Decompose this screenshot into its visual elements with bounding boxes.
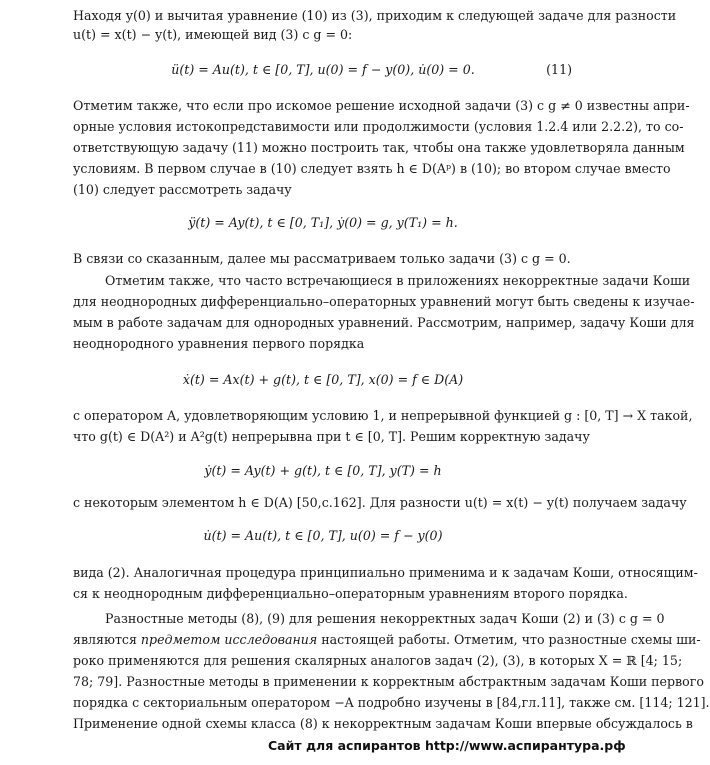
paragraph-4-line-2: для неоднородных дифференциально–операторных уравнений могут быть сведены к изучае- <box>73 294 695 309</box>
paragraph-2-line-3: ответствующую задачу (11) можно построить так, чтобы она также удовлетворяла данным <box>73 140 685 155</box>
paragraph-8-line-2-end: настоящей работы. Отметим, что разностные схемы ши- <box>317 632 701 647</box>
paragraph-2-line-1: Отметим также, что если про искомое решение исходной задачи (3) с g ≠ 0 известны апри- <box>73 98 690 113</box>
paragraph-2-line-4: условиям. В первом случае в (10) следует взять h ∈ D(Aᵖ) в (10); во втором случае вместо <box>73 161 671 176</box>
paragraph-7-line-1: вида (2). Аналогичная процедура принципиально применима и к задачам Коши, относящим- <box>73 565 698 580</box>
paragraph-6: с некоторым элементом h ∈ D(A) [50,c.162]. Для разности u(t) = x(t) − y(t) получаем задачу <box>73 495 687 510</box>
paragraph-3: В связи со сказанным, далее мы рассматриваем только задачи (3) с g = 0. <box>73 251 571 266</box>
paragraph-8-line-1: Разностные методы (8), (9) для решения некорректных задач Коши (2) и (3) с g = 0 <box>105 611 665 626</box>
paragraph-1-line-1: Находя y(0) и вычитая уравнение (10) из (3), приходим к следующей задаче для разности <box>73 8 677 23</box>
paragraph-1-line-2: u(t) = x(t) − y(t), имеющей вид (3) с g = 0: <box>73 27 353 42</box>
equation-y2: ẏ(t) = Ay(t) + g(t), t ∈ [0, T], y(T) = h <box>204 463 442 478</box>
paragraph-8-line-3: роко применяются для решения скалярных аналогов задач (2), (3), в которых X = ℝ [4; 15; <box>73 653 683 668</box>
paragraph-7-line-2: ся к неоднородным дифференциально–операторным уравнениям второго порядка. <box>73 586 628 601</box>
paragraph-8-line-6: Применение одной схемы класса (8) к некорректным задачам Коши впервые обсуждалось в <box>73 716 693 731</box>
equation-x: ẋ(t) = Ax(t) + g(t), t ∈ [0, T], x(0) = f ∈ D(A) <box>182 372 464 387</box>
paragraph-4-line-1: Отметим также, что часто встречающиеся в приложениях некорректные задачи Коши <box>105 273 691 288</box>
equation-u: u̇(t) = Au(t), t ∈ [0, T], u(0) = f − y(0) <box>203 528 443 543</box>
paragraph-2-line-2: орные условия истокопредставимости или продолжимости (условия 1.2.4 или 2.2.2), то со- <box>73 119 684 134</box>
site-footer-link[interactable]: Сайт для аспирантов http://www.аспирантура.рф <box>268 738 626 753</box>
paragraph-8-line-4: 78; 79]. Разностные методы в применении к корректным абстрактным задачам Коши первого <box>73 674 704 689</box>
equation-11-number: (11) <box>546 62 572 77</box>
paragraph-5-line-2: что g(t) ∈ D(A²) и A²g(t) непрерывна при t ∈ [0, T]. Решим корректную задачу <box>73 429 590 444</box>
paragraph-4-line-3: мым в работе задачам для однородных уравнений. Рассмотрим, например, задачу Коши для <box>73 315 695 330</box>
paragraph-4-line-4: неоднородного уравнения первого порядка <box>73 336 365 351</box>
paragraph-8-line-2-start: являются <box>73 632 141 647</box>
paragraph-5-line-1: с оператором A, удовлетворяющим условию 1, и непрерывной функцией g : [0, T] → X такой, <box>73 408 693 423</box>
paragraph-2-line-5: (10) следует рассмотреть задачу <box>73 182 292 197</box>
emphasis-subject-of-research: предметом исследования <box>140 632 318 647</box>
equation-y: ÿ(t) = Ay(t), t ∈ [0, T₁], ẏ(0) = g, y(T₁) = h. <box>188 215 458 230</box>
paragraph-8-line-5: порядка с секториальным оператором −A подробно изучены в [84,гл.11], также см. [114; 121]. <box>73 695 710 710</box>
equation-11: ü(t) = Au(t), t ∈ [0, T], u(0) = f − y(0), u̇(0) = 0. <box>171 62 475 77</box>
paragraph-8-line-2 <box>73 632 701 648</box>
